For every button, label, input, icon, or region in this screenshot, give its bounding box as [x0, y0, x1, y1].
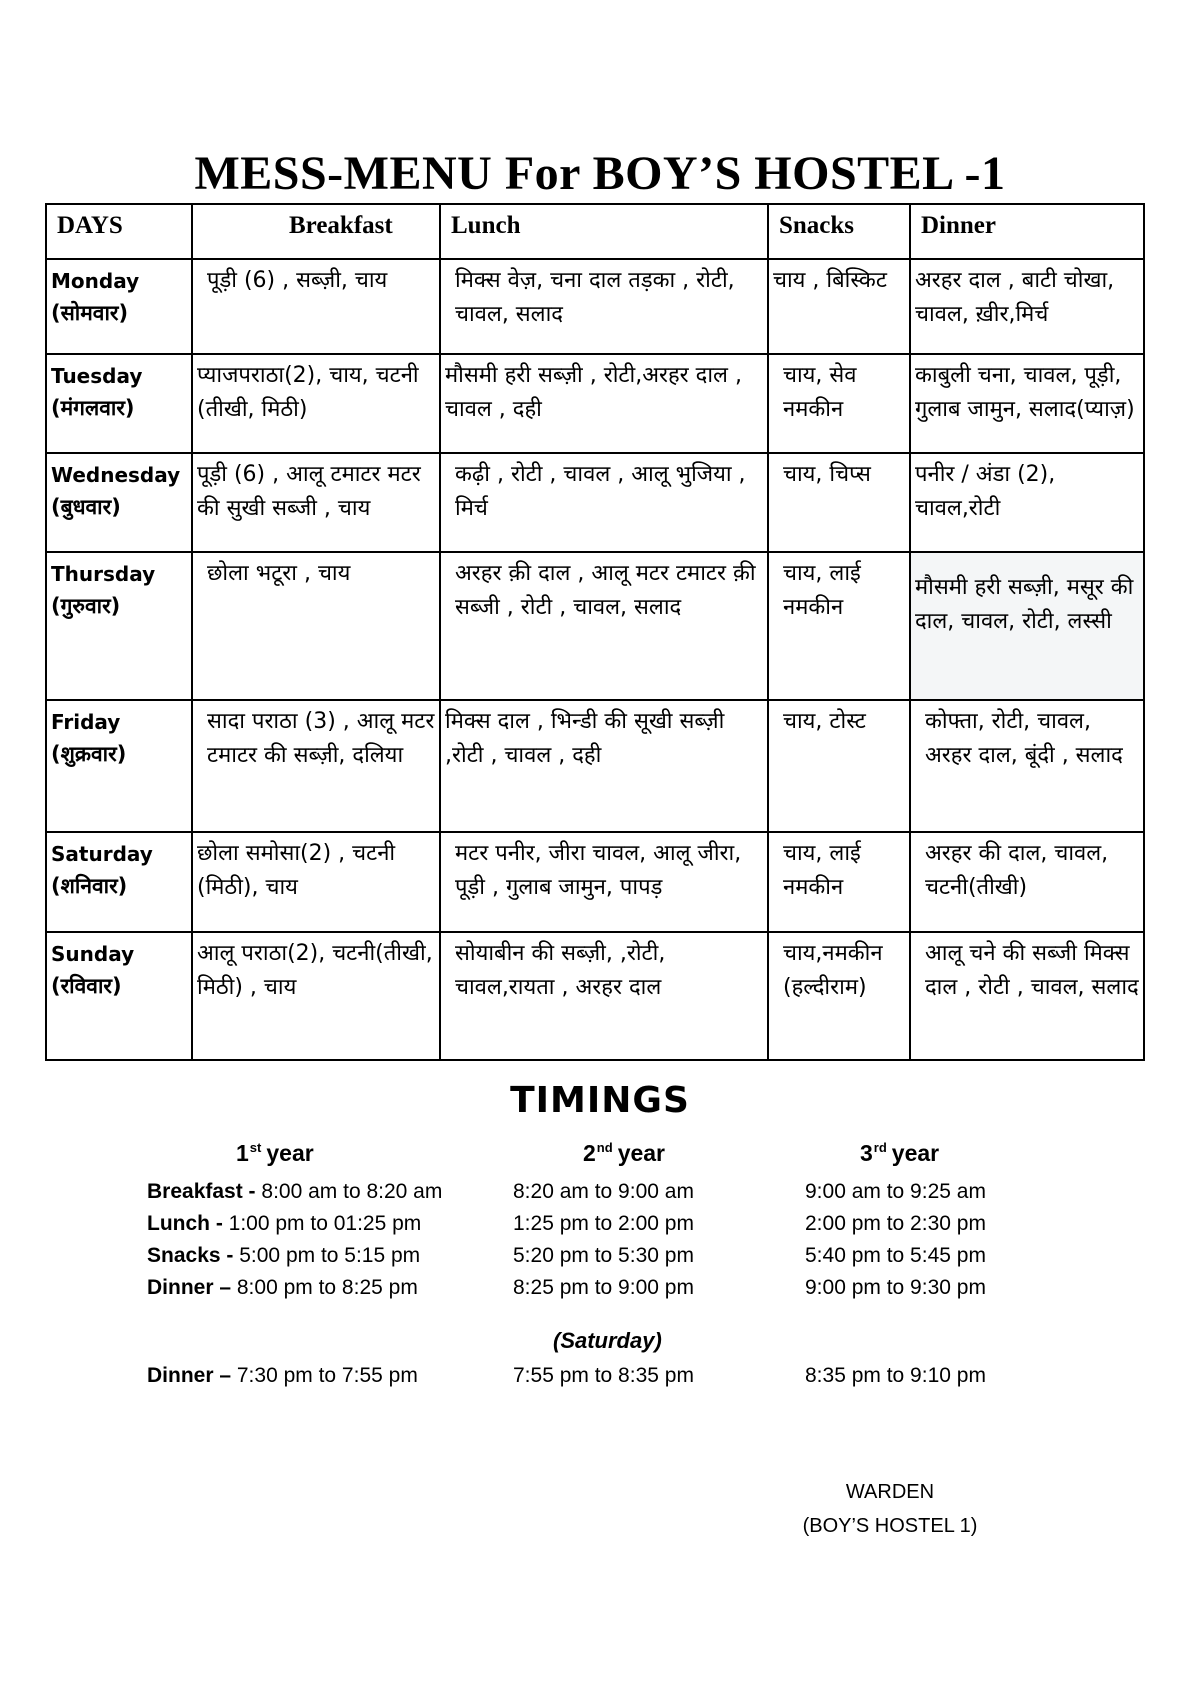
header-breakfast: Breakfast — [192, 204, 440, 259]
timing-year2: 7:55 pm to 8:35 pm — [513, 1364, 694, 1387]
snacks-cell: चाय, लाई नमकीन — [768, 832, 910, 932]
breakfast-cell: पूड़ी (6) , सब्ज़ी, चाय — [192, 259, 440, 354]
breakfast-cell: छोला समोसा(2) , चटनी (मिठी), चाय — [192, 832, 440, 932]
year-header-1: 1st year — [236, 1140, 314, 1166]
header-days: DAYS — [46, 204, 192, 259]
lunch-cell: मटर पनीर, जीरा चावल, आलू जीरा, पूड़ी , गुलाब जामुन, पापड़ — [440, 832, 768, 932]
timing-row-lunch: Lunch - 1:00 pm to 01:25 pm — [147, 1212, 422, 1235]
saturday-label: (Saturday) — [553, 1328, 662, 1353]
day-english: Sunday — [51, 942, 135, 966]
day-hindi: (सोमवार) — [51, 301, 129, 325]
day-hindi: (रविवार) — [51, 974, 122, 998]
snacks-cell: चाय, लाई नमकीन — [768, 552, 910, 700]
day-english: Thursday — [51, 562, 156, 586]
day-hindi: (शुक्रवार) — [51, 742, 127, 766]
lunch-cell: मिक्स दाल , भिन्डी की सूखी सब्ज़ी ,रोटी , चावल , दही — [440, 700, 768, 832]
timing-row-saturday-dinner: Dinner – 7:30 pm to 7:55 pm — [147, 1364, 418, 1387]
day-english: Friday — [51, 710, 121, 734]
timing-year2: 1:25 pm to 2:00 pm — [513, 1212, 694, 1235]
header-lunch: Lunch — [440, 204, 768, 259]
day-hindi: (मंगलवार) — [51, 396, 135, 420]
dinner-cell: अरहर दाल , बाटी चोखा, चावल, ख़ीर,मिर्च — [910, 259, 1144, 354]
warden-hostel: (BOY’S HOSTEL 1) — [802, 1515, 978, 1537]
table-row — [46, 354, 1144, 453]
timing-year3: 5:40 pm to 5:45 pm — [805, 1244, 986, 1267]
snacks-cell: चाय, सेव नमकीन — [768, 354, 910, 453]
snacks-cell: चाय , बिस्किट — [768, 259, 910, 354]
snacks-cell: चाय,नमकीन (हल्दीराम) — [768, 932, 910, 1060]
dinner-cell: आलू चने की सब्जी मिक्स दाल , रोटी , चावल, सलाद — [910, 932, 1144, 1060]
header-snacks: Snacks — [768, 204, 910, 259]
table-row — [46, 832, 1144, 932]
breakfast-cell: प्याजपराठा(2), चाय, चटनी (तीखी, मिठी) — [192, 354, 440, 453]
snacks-cell: चाय, टोस्ट — [768, 700, 910, 832]
dinner-cell: अरहर की दाल, चावल, चटनी(तीखी) — [910, 832, 1144, 932]
dinner-cell: कोफ्ता, रोटी, चावल, अरहर दाल, बूंदी , सलाद — [910, 700, 1144, 832]
day-english: Saturday — [51, 842, 153, 866]
day-english: Wednesday — [51, 463, 181, 487]
warden-signature-block — [780, 1475, 1000, 1543]
breakfast-cell: छोला भटूरा , चाय — [192, 552, 440, 700]
timing-year2: 8:20 am to 9:00 am — [513, 1180, 694, 1203]
lunch-cell: कढ़ी , रोटी , चावल , आलू भुजिया , मिर्च — [440, 453, 768, 552]
year-header-3: 3rd year — [860, 1140, 940, 1166]
table-row — [46, 453, 1144, 552]
mess-menu-table — [45, 203, 1145, 1061]
timing-year2: 5:20 pm to 5:30 pm — [513, 1244, 694, 1267]
table-row — [46, 932, 1144, 1060]
lunch-cell: मिक्स वेज़, चना दाल तड़का , रोटी, चावल, सलाद — [440, 259, 768, 354]
timing-year3: 8:35 pm to 9:10 pm — [805, 1364, 986, 1387]
breakfast-cell: सादा पराठा (3) , आलू मटर टमाटर की सब्ज़ी, दलिया — [192, 700, 440, 832]
header-dinner: Dinner — [910, 204, 1144, 259]
day-cell — [46, 700, 192, 832]
timing-row-snacks: Snacks - 5:00 pm to 5:15 pm — [147, 1244, 421, 1267]
day-hindi: (शनिवार) — [51, 874, 128, 898]
timing-year3: 2:00 pm to 2:30 pm — [805, 1212, 986, 1235]
day-cell — [46, 354, 192, 453]
day-hindi: (बुधवार) — [51, 495, 121, 519]
lunch-cell: सोयाबीन की सब्ज़ी, ,रोटी, चावल,रायता , अरहर दाल — [440, 932, 768, 1060]
day-english: Tuesday — [51, 364, 143, 388]
timings-title: TIMINGS — [510, 1080, 690, 1121]
day-cell — [46, 259, 192, 354]
breakfast-cell: पूड़ी (6) , आलू टमाटर मटर की सुखी सब्जी , चाय — [192, 453, 440, 552]
year-header-2: 2nd year — [583, 1140, 666, 1166]
snacks-cell: चाय, चिप्स — [768, 453, 910, 552]
dinner-cell: मौसमी हरी सब्ज़ी, मसूर की दाल, चावल, रोटी, लस्सी — [910, 552, 1144, 700]
table-row — [46, 259, 1144, 354]
dinner-cell: काबुली चना, चावल, पूड़ी, गुलाब जामुन, सलाद(प्याज़) — [910, 354, 1144, 453]
day-cell — [46, 453, 192, 552]
table-row — [46, 700, 1144, 832]
lunch-cell: अरहर क़ी दाल , आलू मटर टमाटर क़ी सब्जी , रोटी , चावल, सलाद — [440, 552, 768, 700]
timing-row-dinner: Dinner – 8:00 pm to 8:25 pm — [147, 1276, 418, 1299]
warden-title: WARDEN — [845, 1481, 935, 1503]
table-row — [46, 552, 1144, 700]
breakfast-cell: आलू पराठा(2), चटनी(तीखी, मिठी) , चाय — [192, 932, 440, 1060]
lunch-cell: मौसमी हरी सब्ज़ी , रोटी,अरहर दाल , चावल , दही — [440, 354, 768, 453]
day-hindi: (गुरुवार) — [51, 594, 121, 618]
day-cell — [46, 932, 192, 1060]
page-title: MESS-MENU For BOY’S HOSTEL -1 — [194, 147, 1006, 200]
timing-year3: 9:00 pm to 9:30 pm — [805, 1276, 986, 1299]
day-english: Monday — [51, 269, 140, 293]
timing-row-breakfast: Breakfast - 8:00 am to 8:20 am — [147, 1180, 443, 1203]
timing-year2: 8:25 pm to 9:00 pm — [513, 1276, 694, 1299]
day-cell — [46, 832, 192, 932]
day-cell — [46, 552, 192, 700]
timing-year3: 9:00 am to 9:25 am — [805, 1180, 986, 1203]
dinner-cell: पनीर / अंडा (2), चावल,रोटी — [910, 453, 1144, 552]
table-header-row — [46, 204, 1144, 259]
